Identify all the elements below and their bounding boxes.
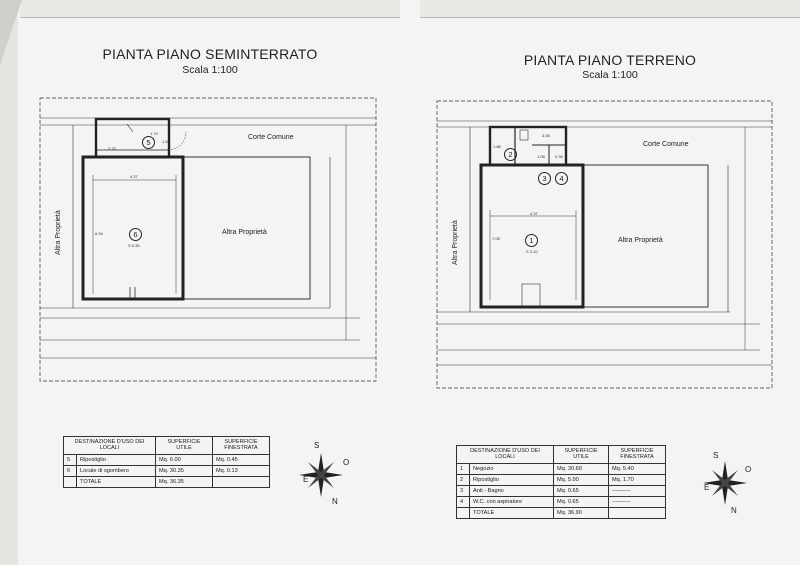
- right-plan-title: PIANTA PIANO TERRENO: [523, 52, 697, 68]
- table-header-destination: DESTINAZIONE D'USO DEI LOCALI: [64, 437, 156, 455]
- table-row: 6 Locale di sgombero Mq. 30.35 Mq. 0.13: [64, 465, 270, 476]
- right-compass-s: S: [713, 451, 719, 460]
- table-header-util: SUPERFICIE UTILE: [554, 446, 609, 464]
- room-3-number: 3: [538, 172, 551, 185]
- left-compass-s: S: [314, 441, 320, 450]
- left-dim-height: 6.94: [95, 231, 103, 236]
- table-total-row: TOTALE Mq. 36.35: [64, 476, 270, 487]
- table-row: 2 Ripostiglio Mq. 5.00 Mq. 1.70: [457, 474, 666, 485]
- left-dim-small-h: 1.5: [162, 139, 168, 144]
- right-dim-w1: 1.08: [537, 154, 545, 159]
- left-compass-e: E: [303, 475, 309, 484]
- left-dim-width: 4.37: [130, 174, 138, 179]
- table-header-destination: DESTINAZIONE D'USO DEI LOCALI: [457, 446, 554, 464]
- right-compass-e: E: [704, 483, 710, 492]
- table-row: 5 Ripostiglio Mq. 6.00 Mq. 0.45: [64, 454, 270, 465]
- left-dim-small-w: 3.75: [108, 146, 116, 151]
- left-altra-center-label: Altra Proprietà: [222, 229, 267, 236]
- right-room-table: [456, 445, 666, 519]
- right-compass-n: N: [731, 506, 737, 515]
- right-altra-center-label: Altra Proprietà: [618, 237, 663, 244]
- right-dim-small-top: 3.08: [542, 133, 550, 138]
- table-row: 3 Anti - Bagno Mq. 0.65 ----------: [457, 485, 666, 496]
- table-row: 1 Negozio Mq. 30.60 Mq. 5.40: [457, 463, 666, 474]
- table-header-fin: SUPERFICIE FINESTRATA: [213, 437, 270, 455]
- room-6-number: 6: [129, 228, 142, 241]
- left-compass-o: O: [343, 458, 350, 467]
- right-area: S 3.10: [526, 249, 538, 254]
- table-row: 4 W.C. con aspiratore Mq. 0.65 ----------: [457, 496, 666, 507]
- left-area-big: S 0.35: [128, 243, 140, 248]
- table-total-row: TOTALE Mq. 36.90: [457, 507, 666, 518]
- right-altra-side-label: Altra Proprietà: [452, 220, 459, 265]
- left-plan-scale: Scala 1:100: [182, 64, 238, 76]
- right-dim-height: 7.08: [492, 236, 500, 241]
- table-header-util: SUPERFICIE UTILE: [156, 437, 213, 455]
- room-2-number: 2: [504, 148, 517, 161]
- right-compass-o: O: [745, 465, 752, 474]
- room-4-number: 4: [555, 172, 568, 185]
- right-dim-w2: 0.35: [555, 154, 563, 159]
- right-dim-width: 4.37: [530, 211, 538, 216]
- left-dim-small-top: 1.70: [150, 131, 158, 136]
- table-header-fin: SUPERFICIE FINESTRATA: [609, 446, 666, 464]
- left-altra-side-label: Altra Proprietà: [55, 210, 62, 255]
- room-5-number: 5: [142, 136, 155, 149]
- left-corte-label: Corte Comune: [248, 134, 294, 141]
- left-compass-n: N: [332, 497, 338, 506]
- right-corte-label: Corte Comune: [643, 141, 689, 148]
- right-dim-small-h: 1.88: [493, 144, 501, 149]
- left-plan-title: PIANTA PIANO SEMINTERRATO: [102, 46, 318, 62]
- right-plan-scale: Scala 1:100: [582, 69, 638, 81]
- room-1-number: 1: [525, 234, 538, 247]
